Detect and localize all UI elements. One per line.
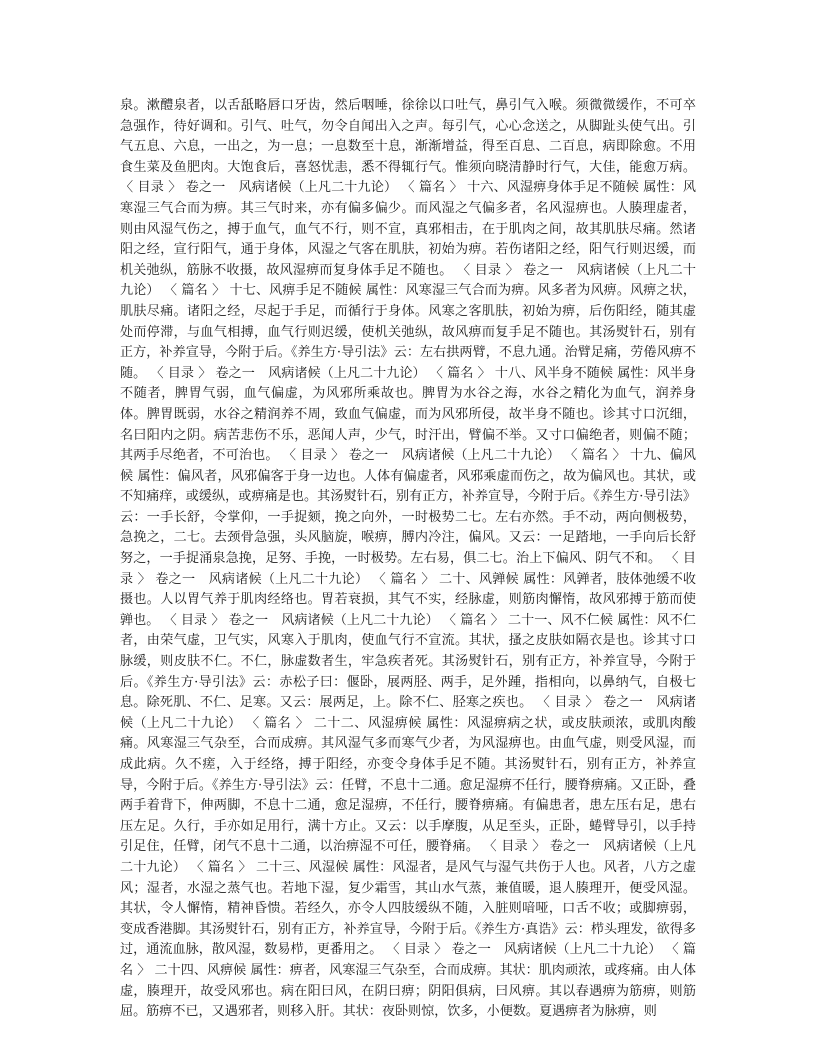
document-page xyxy=(120,96,696,1026)
body-text: 泉。漱醴泉者，以舌舐略唇口牙齿，然后咽唾，徐徐以口吐气，鼻引气入喉。须微微缓作，不可卒急强作，待好调和。引气、吐气，勿令自闻出入之声。每引气，心心念送之，从脚趾头使气出。引气五息、六息，一出之，为一息；一息数至十息，渐渐增益，得至百息、二百息，病即除愈。不用食生菜及鱼肥肉。大饱食后，喜怒忧恚，悉不得辄行气。惟须向晓清静时行气，大佳，能愈万病。 〈 目录 〉 卷之一 风病诸候（上凡二十九论） 〈 篇名 〉 十六、风湿痹身体手足不随候 属性：风寒湿三气合而为痹。其三气时来，亦有偏多偏少。而风湿之气偏多者，名风湿痹也。人腠理虚者，则由风湿气伤之，搏于血气，血气不行，则不宣，真邪相击，在于肌肉之间，故其肌肤尽痛。然诸阳之经，宣行阳气，通于身体，风湿之气客在肌肤，初始为痹。若伤诸阳之经，阳气行则迟缓，而机关弛纵，筋脉不收摄，故风湿痹而复身体手足不随也。 〈 目录 〉 卷之一 风病诸候（上凡二十九论） 〈 篇名 〉 十七、风痹手足不随候 属性：风寒湿三气合而为痹。风多者为风痹。风痹之状，肌肤尽痛。诸阳之经，尽起于手足，而循行于身体。风寒之客肌肤，初始为痹，后伤阳经，随其虚处而停滞，与血气相搏，血气行则迟缓，使机关弛纵，故风痹而复手足不随也。其汤熨针石，别有正方，补养宣导，今附于后。《养生方·导引法》云：左右拱两臂，不息九通。治臂足痛，劳倦风痹不随。 〈 目录 〉 卷之一 风病诸候（上凡二十九论） 〈 篇名 〉 十八、风半身不随候 属性：风半身不随者，脾胃气弱，血气偏虚，为风邪所乘故也。脾胃为水谷之海，水谷之精化为血气，润养身体。脾胃既弱，水谷之精润养不周，致血气偏虚，而为风邪所侵，故半身不随也。诊其寸口沉细，名曰阳内之阴。病苦悲伤不乐，恶闻人声，少气，时汗出，臂偏不举。又寸口偏绝者，则偏不随；其两手尽绝者，不可治也。 〈 目录 〉 卷之一 风病诸候（上凡二十九论） 〈 篇名 〉 十九、偏风候 属性：偏风者，风邪偏客于身一边也。人体有偏虚者，风邪乘虚而伤之，故为偏风也。其状，或不知痛痒，或缓纵，或痹痛是也。其汤熨针石，别有正方，补养宣导，今附于后。《养生方·导引法》云：一手长舒，令掌仰，一手捉颏，挽之向外，一时极势二七。左右亦然。手不动，两向侧极势，急挽之，二七。去颈骨急强，头风脑旋，喉痹，膊内冷注，偏风。又云：一足踏地，一手向后长舒努之，一手捉涌泉急挽，足努、手挽，一时极势。左右易，俱二七。治上下偏风、阴气不和。 〈 目录 〉 卷之一 风病诸候（上凡二十九论） 〈 篇名 〉 二十、风亸候 属性：风亸者，肢体弛缓不收摄也。人以胃气养于肌肉经络也。胃若衰损，其气不实，经脉虚，则筋肉懈惰，故风邪搏于筋而使亸也。 〈 目录 〉 卷之一 风病诸候（上凡二十九论） 〈 篇名 〉 二十一、风不仁候 属性：风不仁者，由荣气虚，卫气实，风寒入于肌肉，使血气行不宣流。其状，搔之皮肤如隔衣是也。诊其寸口脉缓，则皮肤不仁。不仁，脉虚数者生，牢急疾者死。其汤熨针石，别有正方，补养宣导，今附于后。《养生方·导引法》云：赤松子曰：偃卧，展两胫、两手，足外踵，指相向，以鼻纳气，自极七息。除死肌、不仁、足寒。又云：展两足，上。除不仁、胫寒之疾也。 〈 目录 〉 卷之一 风病诸候（上凡二十九论） 〈 篇名 〉 二十二、风湿痹候 属性：风湿痹病之状，或皮肤顽浓，或肌肉酸痛。风寒湿三气杂至，合而成痹。其风湿气多而寒气少者，为风湿痹也。由血气虚，则受风湿，而成此病。久不瘥，入于经络，搏于阳经，亦变令身体手足不随。其汤熨针石，别有正方，补养宣导，今附于后。《养生方·导引法》云：任臂，不息十二通。愈足湿痹不任行，腰脊痹痛。又正卧，叠两手着背下，伸两脚，不息十二通，愈足湿痹，不任行，腰脊痹痛。有偏患者，患左压右足，患右压左足。久行，手亦如足用行，满十方止。又云：以手摩腹，从足至头，正卧，蜷臂导引，以手持引足住，任臂，闭气不息十二通，以治痹湿不可任，腰脊痛。 〈 目录 〉 卷之一 风病诸候（上凡二十九论） 〈 篇名 〉 二十三、风湿候 属性：风湿者，是风气与湿气共伤于人也。风者，八方之虚风；湿者，水湿之蒸气也。若地下湿，复少霜雪，其山水气蒸，兼值暖，退人腠理开，便受风湿。其状，令人懈惰，精神昏愦。若经久，亦令人四肢缓纵不随，入脏则喑哑，口舌不收；或脚痹弱，变成香港脚。其汤熨针石，别有正方，补养宣导，今附于后。《养生方·真诰》云：栉头理发，欲得多过，通流血脉，散风湿，数易栉，更番用之。 〈 目录 〉 卷之一 风病诸候（上凡二十九论） 〈 篇名 〉 二十四、风痹候 属性：痹者，风寒湿三气杂至，合而成痹。其状：肌肉顽浓，或疼痛。由人体虚，腠理开，故受风邪也。病在阳曰风，在阴曰痹；阴阳俱病，曰风痹。其以春遇痹为筋痹，则筋屈。筋痹不已，又遇邪者，则移入肝。其状：夜卧则惊，饮多，小便数。夏遇痹者为脉痹，则 xyxy=(120,98,696,1020)
